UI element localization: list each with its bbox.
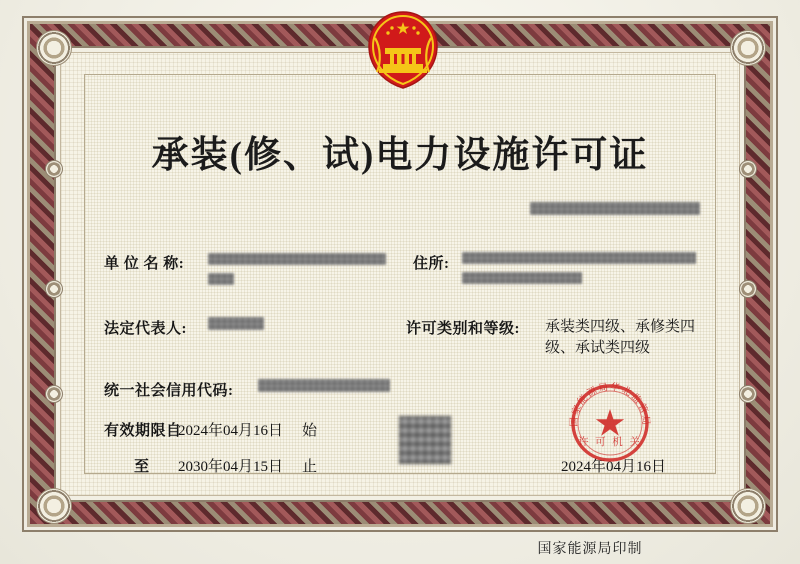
corner-rosette-bottom-right bbox=[730, 488, 766, 524]
certificate-number bbox=[520, 200, 700, 218]
credit-code-label: 统一社会信用代码: bbox=[104, 383, 234, 399]
footer-text bbox=[0, 538, 800, 558]
svg-text:国家能源局华北监管局: 国家能源局华北监管局 bbox=[569, 382, 651, 427]
credit-code-value bbox=[258, 377, 390, 394]
address-redacted-line-2 bbox=[462, 272, 582, 284]
corner-rosette-top-right bbox=[730, 30, 766, 66]
unit-name-redacted-line-2 bbox=[208, 273, 234, 285]
qr-code-redacted bbox=[399, 416, 451, 464]
page-title: 承装(修、试)电力设施许可证 bbox=[151, 135, 649, 176]
national-emblem-icon bbox=[361, 8, 445, 92]
credit-code-redacted bbox=[258, 379, 390, 392]
side-ornament-left-1 bbox=[45, 160, 63, 178]
unit-name-value bbox=[208, 250, 398, 285]
side-ornament-right-1 bbox=[739, 160, 757, 178]
validity-start-date: 2024年04月16日 bbox=[178, 423, 284, 439]
license-class-label: 许可类别和等级: bbox=[406, 321, 520, 337]
unit-name-redacted-line-1 bbox=[208, 253, 386, 265]
address-redacted-line-1 bbox=[462, 252, 696, 264]
validity-end-label: 至 bbox=[134, 459, 150, 475]
certificate-number-redacted bbox=[530, 202, 700, 215]
side-ornament-right-2 bbox=[739, 280, 757, 298]
corner-rosette-top-left bbox=[36, 30, 72, 66]
legal-representative-redacted bbox=[208, 317, 264, 330]
unit-name-label: 单 位 名 称: bbox=[104, 256, 185, 272]
license-class-value: 承装类四级、承修类四级、承试类四级 bbox=[545, 319, 696, 356]
validity-label: 有效期限自 bbox=[104, 423, 182, 439]
footer-label: 国家能源局印制 bbox=[537, 542, 643, 557]
validity-end-suffix: 止 bbox=[302, 459, 318, 475]
side-ornament-right-3 bbox=[739, 385, 757, 403]
legal-representative-value bbox=[208, 315, 264, 332]
official-seal bbox=[563, 376, 657, 470]
validity-end-date: 2030年04月15日 bbox=[178, 459, 284, 475]
address-label: 住所: bbox=[413, 256, 450, 272]
svg-text:许 可 机 关: 许 可 机 关 bbox=[578, 437, 642, 448]
address-value bbox=[462, 249, 698, 284]
validity-start-suffix: 始 bbox=[302, 423, 318, 439]
side-ornament-left-3 bbox=[45, 385, 63, 403]
legal-representative-label: 法定代表人: bbox=[104, 321, 187, 337]
side-ornament-left-2 bbox=[45, 280, 63, 298]
corner-rosette-bottom-left bbox=[36, 488, 72, 524]
issue-date: 2024年04月16日 bbox=[561, 459, 667, 475]
